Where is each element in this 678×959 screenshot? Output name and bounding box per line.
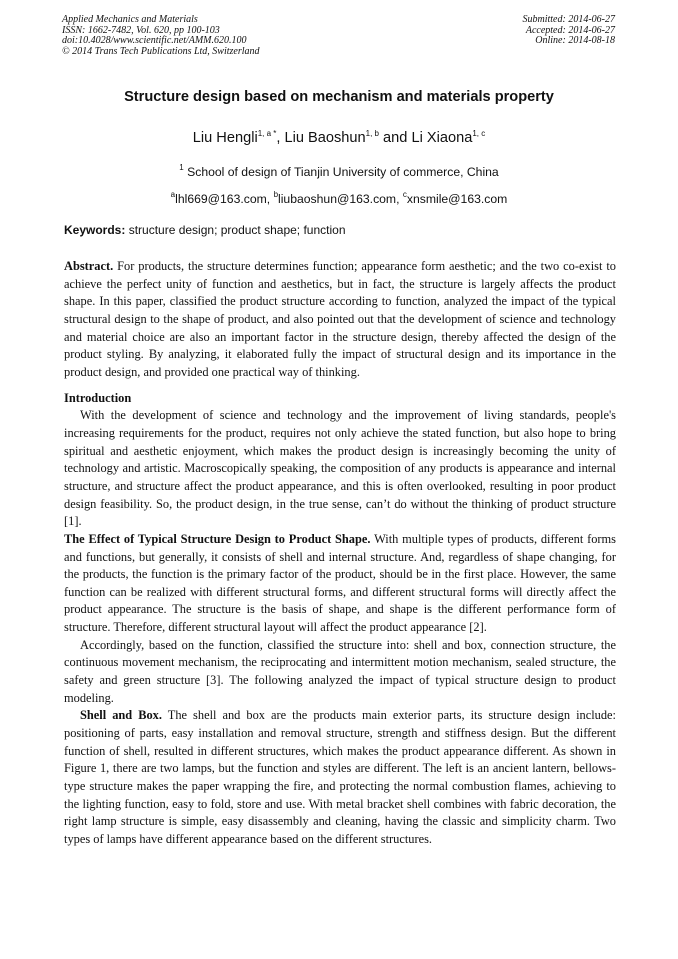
- author-name: Li Xiaona: [411, 130, 473, 146]
- journal-name: Applied Mechanics and Materials: [62, 14, 198, 25]
- journal-header: [62, 15, 260, 57]
- keywords-text: structure design; product shape; function: [125, 223, 346, 237]
- copyright: © 2014 Trans Tech Publications Ltd, Switzerland: [62, 45, 260, 57]
- paper-title: Structure design based on mechanism and materials property: [124, 89, 554, 105]
- author-list: Liu Hengli$^{1, a *}$, Liu Baoshun$^{1, b}$ and Li Xiaona$^{1, c}$: [192, 129, 486, 146]
- affiliation-text: School of design of Tianjin University of commerce, China: [187, 165, 499, 179]
- online-date: Online: 2014-08-18: [535, 35, 615, 47]
- shell-box-paragraph: Shell and Box. The shell and box are the products main exterior parts, its structure design include: positioning of parts, easy installation and removal structure, strength and stiffness design. But the different function of shell, resulted in different structures, which makes the product appearance different. As shown in Figure 1, there are two lamps, but the function and styles are different. The left is an ancient lantern, bellows-type structure makes the paper wrapping the fire, and protecting the normal combustion flames, achieving to the lighting function, easy to fold, store and use. With metal bracket shell combines with fabric decoration, the right lamp structure is simple, easy disassembly and cleaning, having the classic and simplicity charm. Two types of lamps have different appearance based on the different structures.: [64, 708, 616, 846]
- author-affiliation-marker: 1, c: [472, 129, 486, 138]
- author-email: liubaoshun@163.com: [278, 192, 397, 206]
- effect-heading: The Effect of Typical Structure Design to Product Shape.: [64, 531, 371, 546]
- dates-header: [523, 15, 616, 47]
- author-name: Liu Hengli: [192, 130, 258, 146]
- author-affiliation-marker: 1, a *: [257, 129, 277, 138]
- abstract: [64, 258, 616, 382]
- introduction-paragraph: With the development of science and technology and the improvement of living standards, people's increasing requirements for the product, requires not only achieve the stated function, but also hope to bring spiritual and aesthetic enjoyment, which makes the product design is increasingly becoming the unity of technology and artistic. Macroscopically speaking, the composition of any products is appearance and internal structure, and structure affect the product appearance, and this is often overlooked, resulting in poor product design feasibility. So, the product design, in the true sense, can’t do without the thinking of product structure [1].: [64, 408, 616, 529]
- author-email: xnsmile@163.com: [406, 192, 508, 206]
- introduction-heading: Introduction: [64, 390, 132, 405]
- keywords: [64, 223, 616, 237]
- submitted-date: Submitted: 2014-06-27: [522, 14, 615, 25]
- classification-paragraph: Accordingly, based on the function, classified the structure into: shell and box, connection structure, the continuous movement mechanism, the reciprocating and intermittent motion mechanism, sealed structure, the safety and green structure [3]. The following analyzed the impact of typical structure design to product modeling.: [64, 637, 616, 705]
- author-email: lhl669@163.com: [175, 192, 267, 206]
- accepted-date: Accepted: 2014-06-27: [525, 24, 615, 36]
- author-affiliation-marker: 1, b: [365, 129, 379, 138]
- shell-box-heading: Shell and Box.: [80, 708, 162, 723]
- affiliation: [0, 165, 678, 179]
- abstract-text: For products, the structure determines function; appearance form aesthetic; and the two co-exist to achieve the perfect unity of function and aesthetics, but in fact, the structure is largely affects the product shape. In this paper, classified the product structure according to function, analyzed the impact of the typical structural design to the shape of product, and also pointed out that the development of science and technology and material choice are also an important factor in the structure design, thereby affected the design of the product styling. By analyzing, it elaborated fully the impact of structural design and its importance in the product design, and provided one practical way of thinking.: [64, 259, 616, 379]
- author-name: Liu Baoshun: [284, 130, 366, 146]
- affiliation-marker: 1: [179, 163, 184, 172]
- doi: doi:10.4028/www.scientific.net/AMM.620.100: [62, 35, 247, 47]
- effect-paragraph: The Effect of Typical Structure Design to Product Shape. With multiple types of products, different forms and functions, but generally, it consists of shell and internal structure. And, regardless of shape changing, for the products, the function is the primary factor of the product, should be in the first place. However, the same function can be realized with different structural forms, and different structural forms will directly affect the product appearance. The structure is the basis of shape, and shape is the different performance form of structure. Therefore, different structural layout will affect the product appearance [2].: [64, 531, 616, 635]
- paper-body: [64, 258, 616, 849]
- keywords-label: Keywords:: [64, 223, 126, 237]
- abstract-label: Abstract.: [64, 259, 114, 273]
- author-emails: $^a$lhl669@163.com, $^b$liubaoshun@163.com, $^c$xnsmile@163.com: [170, 190, 508, 206]
- issn: ISSN: 1662-7482, Vol. 620, pp 100-103: [62, 24, 220, 36]
